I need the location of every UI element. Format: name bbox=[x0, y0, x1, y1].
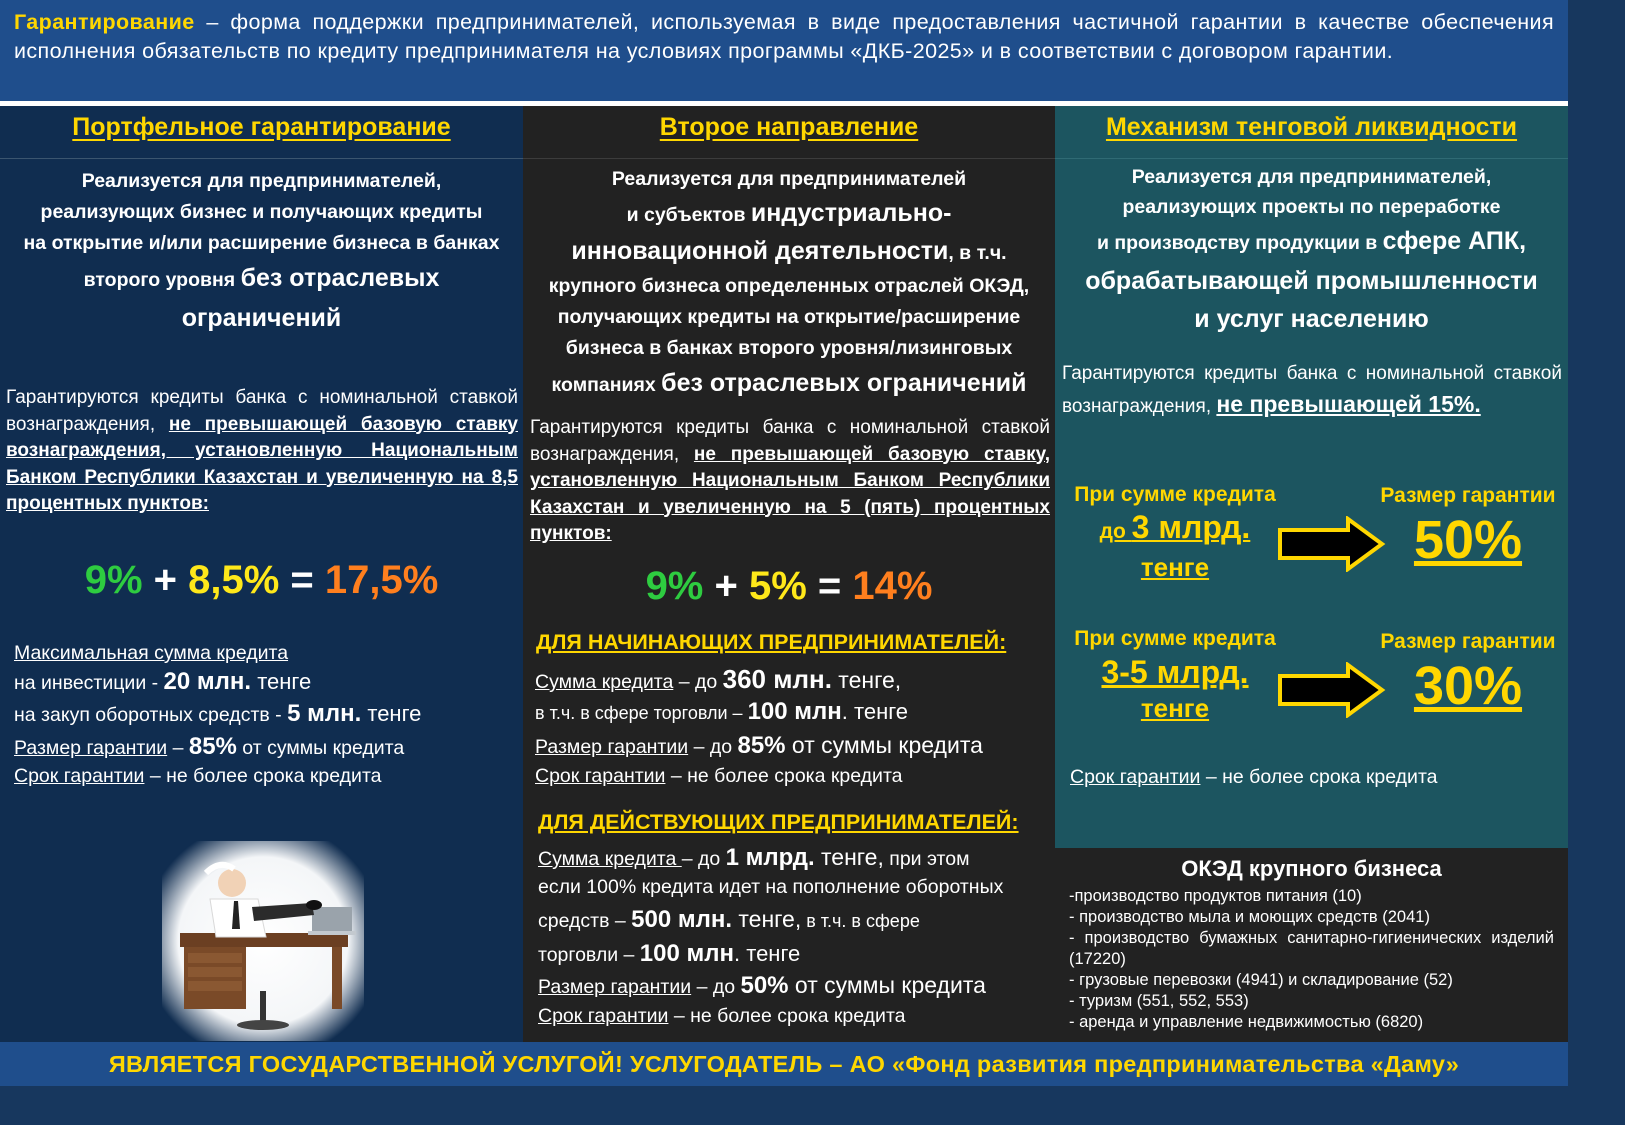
line3-suffix: тенге, bbox=[732, 906, 802, 932]
title-divider bbox=[0, 158, 523, 159]
guarantee-value: 85% bbox=[188, 733, 237, 760]
intro-line: реализующих проекты по переработке bbox=[1122, 196, 1501, 218]
arrow-right-icon bbox=[1278, 516, 1386, 572]
second-rate-text bbox=[530, 415, 1050, 548]
okved-item: - аренда и управление недвижимостью (6820) bbox=[1069, 1013, 1424, 1031]
second-intro bbox=[523, 164, 1055, 404]
sum-label: Сумма кредита bbox=[538, 848, 682, 870]
okved-title: ОКЭД крупного бизнеса bbox=[1181, 856, 1442, 881]
max-sum-label bbox=[14, 642, 288, 665]
rate-text: Гарантируются кредиты банка с номинальной ставкой вознаграждения, bbox=[6, 387, 518, 435]
rate-text: Гарантируются кредиты банка с номинальной ставкой вознаграждения, bbox=[530, 417, 1050, 465]
column-title-tenge-liquidity: Механизм тенговой ликвидности bbox=[1105, 113, 1518, 141]
invest-suffix: тенге bbox=[251, 669, 312, 694]
header-definition bbox=[0, 0, 1568, 101]
formula-base-rate: 9% bbox=[84, 558, 143, 602]
active-line-4 bbox=[538, 940, 800, 968]
intro-line: Реализуется для предпринимателей bbox=[611, 168, 967, 190]
active-term-line bbox=[538, 1005, 906, 1028]
formula-equals: = bbox=[806, 564, 853, 608]
column-title-portfolio: Портфельное гарантирование bbox=[72, 113, 451, 141]
intro-line: второго уровня bbox=[83, 269, 241, 291]
okved-item: - производство мыла и моющих средств (2041) bbox=[1069, 908, 1430, 926]
tier1-head: При сумме кредита bbox=[1074, 483, 1276, 506]
guarantee-sep: – bbox=[167, 737, 189, 759]
formula-margin: 8,5% bbox=[188, 558, 280, 602]
working-value: 5 млн. bbox=[287, 700, 362, 727]
intro-line: Реализуется для предпринимателей, bbox=[1131, 166, 1492, 188]
guarantee-mid: – до bbox=[691, 976, 741, 998]
intro-emphasis: без отраслевых bbox=[240, 264, 440, 292]
guarantee-mid: – до bbox=[688, 736, 738, 758]
formula-equals: = bbox=[279, 558, 325, 602]
tier1-prefix: до bbox=[1099, 520, 1132, 543]
tier2-unit: тенге bbox=[1140, 693, 1210, 723]
header-text: – форма поддержки предпринимателей, используемая в виде предоставления частичной гарантии в качестве обеспечения исполнения обязательств по кредиту предпринимателя на условиях программы «ДКБ-2025» и в соответствии с договором гарантии. bbox=[14, 10, 1554, 63]
beginners-sum-line bbox=[535, 664, 901, 695]
term-text: – не более срока кредита bbox=[1200, 766, 1438, 788]
guarantee-value: 50% bbox=[740, 972, 789, 999]
guarantee-suffix: от суммы кредита bbox=[236, 737, 405, 759]
intro-emphasis: без отраслевых ограничений bbox=[661, 369, 1027, 397]
liquidity-rate-text bbox=[1062, 358, 1562, 422]
active-heading: ДЛЯ ДЕЙСТВУЮЩИХ ПРЕДПРИНИМАТЕЛЕЙ: bbox=[538, 810, 1019, 834]
sum-tail: при этом bbox=[883, 848, 970, 870]
sum-suffix: тенге, bbox=[831, 667, 902, 693]
line4-prefix: торговли – bbox=[538, 944, 640, 966]
line3-prefix: средств – bbox=[538, 910, 632, 932]
tier2-guarantee-value: 30% bbox=[1413, 656, 1523, 716]
sum-mid: – до bbox=[681, 848, 726, 870]
active-line-3 bbox=[538, 906, 920, 934]
beginners-trade-line bbox=[535, 698, 908, 726]
sum-value: 1 млрд. bbox=[725, 844, 815, 871]
term-label: Срок гарантии bbox=[538, 1005, 669, 1027]
formula-plus: + bbox=[703, 564, 749, 608]
guarantee-line bbox=[14, 733, 404, 761]
okved-box bbox=[1055, 848, 1568, 1042]
trade-prefix: в т.ч. в сфере торговли – bbox=[535, 703, 748, 723]
second-formula bbox=[523, 564, 1055, 609]
intro-line: крупного бизнеса определенных отраслей ОКЭД, bbox=[548, 275, 1030, 297]
intro-emphasis: индустриально- bbox=[750, 199, 952, 227]
footer-banner: ЯВЛЯЕТСЯ ГОСУДАРСТВЕННОЙ УСЛУГОЙ! УСЛУГОДАТЕЛЬ – АО «Фонд развития предпринимательства «Даму» bbox=[0, 1042, 1568, 1086]
sum-suffix: тенге, bbox=[814, 844, 884, 870]
formula-margin: 5% bbox=[748, 564, 807, 608]
formula-result: 14% bbox=[852, 564, 933, 608]
intro-emphasis: обрабатывающей промышленности bbox=[1085, 267, 1538, 295]
invest-prefix: на инвестиции - bbox=[14, 672, 164, 694]
tier1-label bbox=[1065, 483, 1285, 583]
rate-condition: не превышающей 15%. bbox=[1216, 391, 1481, 417]
tier2-guarantee bbox=[1373, 630, 1563, 718]
active-line-2: если 100% кредита идет на пополнение оборотных bbox=[538, 876, 1004, 898]
businessman-illustration bbox=[162, 841, 364, 1041]
term-line bbox=[14, 765, 382, 788]
line3-tail: в т.ч. в сфере bbox=[801, 911, 920, 931]
intro-emphasis: инновационной деятельности bbox=[571, 237, 949, 265]
tier2-head: При сумме кредита bbox=[1074, 627, 1276, 650]
rate-condition: не превышающей базовую ставку вознаграждения, установленную Национальным Банком Республики Казахстан и увеличенную на 8,5 процентных пунктов: bbox=[6, 413, 518, 514]
intro-line: компаниях bbox=[551, 374, 662, 396]
guarantee-suffix: от суммы кредита bbox=[785, 732, 983, 758]
sum-mid: – до bbox=[673, 671, 723, 693]
column-portfolio bbox=[0, 106, 523, 1042]
line4-value: 100 млн bbox=[639, 940, 735, 967]
beginners-guarantee-line bbox=[535, 732, 983, 760]
term-text: – не более срока кредита bbox=[668, 1005, 906, 1027]
okved-item: -производство продуктов питания (10) bbox=[1069, 887, 1362, 905]
column-second-direction bbox=[523, 106, 1055, 1042]
tier1-unit: тенге bbox=[1140, 552, 1210, 582]
intro-line: и субъектов bbox=[626, 204, 751, 226]
working-capital-line bbox=[14, 700, 421, 728]
tier2-guarantee-label: Размер гарантии bbox=[1380, 630, 1556, 653]
title-divider bbox=[523, 158, 1055, 159]
portfolio-intro bbox=[0, 166, 523, 337]
portfolio-formula bbox=[0, 558, 523, 603]
active-guarantee-line bbox=[538, 972, 986, 1000]
guarantee-label: Размер гарантии bbox=[14, 737, 168, 759]
tier1-guarantee-label: Размер гарантии bbox=[1380, 484, 1556, 507]
rate-text: Гарантируются кредиты банка с номинальной ставкой вознаграждения, bbox=[1062, 363, 1562, 417]
trade-suffix: . тенге bbox=[841, 699, 909, 724]
tier1-guarantee-value: 50% bbox=[1413, 510, 1523, 570]
beginners-term-line bbox=[535, 765, 903, 788]
formula-result: 17,5% bbox=[324, 558, 439, 602]
header-term: Гарантирование bbox=[14, 10, 195, 34]
term-label: Срок гарантии bbox=[535, 765, 666, 787]
intro-line: получающих кредиты на открытие/расширение bbox=[557, 306, 1021, 328]
beginners-heading: ДЛЯ НАЧИНАЮЩИХ ПРЕДПРИНИМАТЕЛЕЙ: bbox=[536, 630, 1007, 654]
guarantee-suffix: от суммы кредита bbox=[788, 972, 986, 998]
working-suffix: тенге bbox=[361, 701, 422, 726]
rate-condition: не превышающей базовую ставку, установленную Национальным Банком Республики Казахстан и увеличенную на 5 (пять) процентных пунктов: bbox=[530, 443, 1051, 544]
active-sum-line bbox=[538, 844, 969, 872]
intro-emphasis: ограничений bbox=[181, 304, 342, 332]
intro-line: и производству продукции в bbox=[1096, 232, 1383, 254]
intro-emphasis: сфере АПК, bbox=[1382, 227, 1527, 255]
working-prefix: на закуп оборотных средств - bbox=[14, 704, 288, 726]
term-label: Срок гарантии bbox=[14, 765, 145, 787]
formula-base-rate: 9% bbox=[645, 564, 704, 608]
intro-line: бизнеса в банках второго уровня/лизинговых bbox=[565, 337, 1013, 359]
title-divider bbox=[1055, 158, 1568, 159]
term-text: – не более срока кредита bbox=[144, 765, 382, 787]
tier1-guarantee bbox=[1373, 484, 1563, 572]
tier2-amount: 3-5 млрд. bbox=[1101, 654, 1249, 690]
term-label: Срок гарантии bbox=[1070, 766, 1201, 788]
intro-emphasis: и услуг населению bbox=[1194, 305, 1429, 333]
okved-item: - туризм (551, 552, 553) bbox=[1069, 992, 1249, 1010]
invest-line bbox=[14, 668, 311, 696]
tier2-label bbox=[1065, 627, 1285, 724]
portfolio-rate-text bbox=[6, 385, 518, 518]
arrow-right-icon bbox=[1278, 662, 1386, 718]
okved-item: - производство бумажных санитарно-гигиенических изделий (17220) bbox=[1069, 929, 1554, 968]
intro-line: Реализуется для предпринимателей, bbox=[81, 170, 442, 192]
liquidity-intro bbox=[1055, 162, 1568, 338]
term-text: – не более срока кредита bbox=[665, 765, 903, 787]
invest-value: 20 млн. bbox=[163, 668, 252, 695]
guarantee-label: Размер гарантии bbox=[538, 976, 692, 998]
line4-suffix: . тенге bbox=[734, 941, 801, 966]
column-title-second-direction: Второе направление bbox=[659, 113, 919, 141]
line3-value: 500 млн. bbox=[631, 906, 732, 933]
max-sum-label-text: Максимальная сумма кредита bbox=[14, 642, 289, 664]
sum-label: Сумма кредита bbox=[535, 671, 674, 693]
okved-item: - грузовые перевозки (4941) и складирование (52) bbox=[1069, 971, 1453, 989]
guarantee-value: 85% bbox=[737, 732, 786, 759]
intro-line: на открытие и/или расширение бизнеса в банках bbox=[23, 232, 500, 254]
intro-line: , в т.ч. bbox=[948, 242, 1007, 264]
trade-value: 100 млн bbox=[747, 698, 842, 725]
column-tenge-liquidity bbox=[1055, 106, 1568, 1042]
formula-plus: + bbox=[142, 558, 189, 602]
intro-line: реализующих бизнес и получающих кредиты bbox=[40, 201, 483, 223]
sum-value: 360 млн. bbox=[722, 664, 832, 694]
liquidity-term-line bbox=[1070, 766, 1438, 789]
guarantee-label: Размер гарантии bbox=[535, 736, 689, 758]
tier1-amount: 3 млрд. bbox=[1131, 509, 1251, 545]
